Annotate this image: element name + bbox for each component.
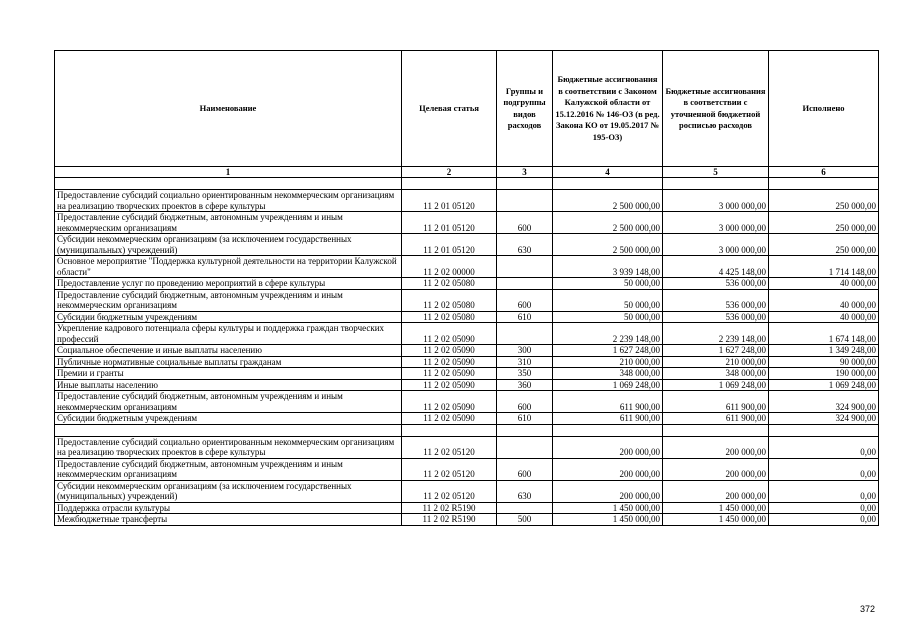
row-expense-group: 350 [497, 368, 553, 380]
row-expense-group [497, 436, 553, 458]
row-refined-allocation: 611 900,00 [663, 391, 769, 413]
row-executed: 0,00 [769, 480, 879, 502]
row-law-allocation: 200 000,00 [553, 480, 663, 502]
row-name: Субсидии бюджетным учреждениям [55, 311, 402, 323]
row-expense-group: 310 [497, 356, 553, 368]
header-refined-allocations: Бюджетные ассигнования в соответствии с уточненной бюджетной росписью расходов [663, 51, 769, 167]
row-executed: 324 900,00 [769, 413, 879, 425]
table-row [55, 289, 879, 311]
row-law-allocation: 611 900,00 [553, 413, 663, 425]
row-target-article: 11 2 01 05120 [402, 190, 497, 212]
spacer-row [55, 178, 879, 190]
row-executed: 0,00 [769, 514, 879, 526]
row-name: Предоставление субсидий бюджетным, автономным учреждениям и иным некоммерческим организациям [55, 391, 402, 413]
row-name: Субсидии некоммерческим организациям (за исключением государственных (муниципальных) учреждений) [55, 480, 402, 502]
row-target-article: 11 2 02 05090 [402, 413, 497, 425]
table-row [55, 480, 879, 502]
row-name: Иные выплаты населению [55, 379, 402, 391]
table-row [55, 514, 879, 526]
spacer-cell [402, 424, 497, 436]
header-expense-groups: Группы и подгруппы видов расходов [497, 51, 553, 167]
header-law-allocations: Бюджетные ассигнования в соответствии с Законом Калужской области от 15.12.2016 № 146-ОЗ (в ред. Закона КО от 19.05.2017 № 195-ОЗ) [553, 51, 663, 167]
row-target-article: 11 2 02 05120 [402, 436, 497, 458]
row-name: Межбюджетные трансферты [55, 514, 402, 526]
row-executed: 250 000,00 [769, 234, 879, 256]
row-target-article: 11 2 02 00000 [402, 256, 497, 278]
row-refined-allocation: 1 069 248,00 [663, 379, 769, 391]
row-target-article: 11 2 02 05120 [402, 480, 497, 502]
table-row [55, 379, 879, 391]
row-expense-group [497, 190, 553, 212]
row-refined-allocation: 1 450 000,00 [663, 514, 769, 526]
row-law-allocation: 2 239 148,00 [553, 323, 663, 345]
row-expense-group [497, 502, 553, 514]
spacer-cell [402, 178, 497, 190]
row-executed: 1 674 148,00 [769, 323, 879, 345]
row-name: Укрепление кадрового потенциала сферы культуры и поддержка граждан творческих профессий [55, 323, 402, 345]
row-executed: 250 000,00 [769, 190, 879, 212]
row-target-article: 11 2 02 05090 [402, 356, 497, 368]
row-target-article: 11 2 02 05120 [402, 458, 497, 480]
row-refined-allocation: 210 000,00 [663, 356, 769, 368]
table-row [55, 256, 879, 278]
spacer-cell [497, 424, 553, 436]
spacer-cell [769, 178, 879, 190]
row-refined-allocation: 200 000,00 [663, 436, 769, 458]
budget-table [54, 50, 879, 526]
spacer-row [55, 424, 879, 436]
table-row [55, 212, 879, 234]
row-law-allocation: 1 450 000,00 [553, 502, 663, 514]
column-number-row [55, 167, 879, 178]
row-refined-allocation: 611 900,00 [663, 413, 769, 425]
row-name: Публичные нормативные социальные выплаты гражданам [55, 356, 402, 368]
row-law-allocation: 348 000,00 [553, 368, 663, 380]
table-row [55, 502, 879, 514]
spacer-cell [769, 424, 879, 436]
column-number: 2 [402, 167, 497, 178]
row-name: Предоставление субсидий социально ориентированным некоммерческим организациям на реализацию творческих проектов в сфере культуры [55, 436, 402, 458]
row-refined-allocation: 200 000,00 [663, 458, 769, 480]
row-executed: 324 900,00 [769, 391, 879, 413]
row-expense-group [497, 323, 553, 345]
row-target-article: 11 2 02 R5190 [402, 514, 497, 526]
table-row [55, 234, 879, 256]
row-target-article: 11 2 01 05120 [402, 212, 497, 234]
row-law-allocation: 200 000,00 [553, 436, 663, 458]
table-row [55, 413, 879, 425]
spacer-cell [553, 178, 663, 190]
row-target-article: 11 2 02 05090 [402, 368, 497, 380]
row-expense-group: 610 [497, 413, 553, 425]
row-executed: 0,00 [769, 502, 879, 514]
row-expense-group: 630 [497, 480, 553, 502]
table-body [55, 178, 879, 526]
row-target-article: 11 2 01 05120 [402, 234, 497, 256]
row-refined-allocation: 1 627 248,00 [663, 345, 769, 357]
row-name: Предоставление субсидий бюджетным, автономным учреждениям и иным некоммерческим организациям [55, 458, 402, 480]
row-target-article: 11 2 02 05080 [402, 311, 497, 323]
column-number: 3 [497, 167, 553, 178]
table-row [55, 368, 879, 380]
row-name: Основное мероприятие "Поддержка культурной деятельности на территории Калужской области" [55, 256, 402, 278]
row-law-allocation: 2 500 000,00 [553, 234, 663, 256]
row-target-article: 11 2 02 05090 [402, 391, 497, 413]
table-row [55, 356, 879, 368]
column-number: 6 [769, 167, 879, 178]
row-law-allocation: 210 000,00 [553, 356, 663, 368]
row-name: Предоставление субсидий социально ориентированным некоммерческим организациям на реализацию творческих проектов в сфере культуры [55, 190, 402, 212]
row-executed: 190 000,00 [769, 368, 879, 380]
row-law-allocation: 611 900,00 [553, 391, 663, 413]
row-law-allocation: 2 500 000,00 [553, 212, 663, 234]
header-executed: Исполнено [769, 51, 879, 167]
row-expense-group: 600 [497, 391, 553, 413]
row-refined-allocation: 4 425 148,00 [663, 256, 769, 278]
column-number: 4 [553, 167, 663, 178]
row-executed: 1 349 248,00 [769, 345, 879, 357]
row-refined-allocation: 348 000,00 [663, 368, 769, 380]
row-executed: 90 000,00 [769, 356, 879, 368]
row-name: Предоставление субсидий бюджетным, автономным учреждениям и иным некоммерческим организациям [55, 289, 402, 311]
row-name: Субсидии некоммерческим организациям (за исключением государственных (муниципальных) учреждений) [55, 234, 402, 256]
row-law-allocation: 50 000,00 [553, 311, 663, 323]
column-number: 5 [663, 167, 769, 178]
row-law-allocation: 1 450 000,00 [553, 514, 663, 526]
table-row [55, 190, 879, 212]
table-row [55, 323, 879, 345]
spacer-cell [497, 178, 553, 190]
row-executed: 0,00 [769, 458, 879, 480]
row-refined-allocation: 536 000,00 [663, 311, 769, 323]
row-refined-allocation: 3 000 000,00 [663, 212, 769, 234]
row-expense-group: 610 [497, 311, 553, 323]
row-law-allocation: 2 500 000,00 [553, 190, 663, 212]
row-executed: 40 000,00 [769, 289, 879, 311]
row-executed: 40 000,00 [769, 311, 879, 323]
spacer-cell [55, 178, 402, 190]
row-target-article: 11 2 02 05080 [402, 289, 497, 311]
table-row [55, 311, 879, 323]
row-law-allocation: 1 627 248,00 [553, 345, 663, 357]
row-target-article: 11 2 02 05090 [402, 323, 497, 345]
row-refined-allocation: 3 000 000,00 [663, 190, 769, 212]
row-refined-allocation: 1 450 000,00 [663, 502, 769, 514]
row-name: Предоставление субсидий бюджетным, автономным учреждениям и иным некоммерческим организациям [55, 212, 402, 234]
row-expense-group: 360 [497, 379, 553, 391]
row-name: Субсидии бюджетным учреждениям [55, 413, 402, 425]
row-refined-allocation: 2 239 148,00 [663, 323, 769, 345]
row-target-article: 11 2 02 05090 [402, 345, 497, 357]
row-expense-group: 630 [497, 234, 553, 256]
row-executed: 0,00 [769, 436, 879, 458]
budget-report-page [54, 50, 878, 526]
header-row [55, 51, 879, 167]
row-name: Социальное обеспечение и иные выплаты населению [55, 345, 402, 357]
row-expense-group [497, 256, 553, 278]
header-name: Наименование [55, 51, 402, 167]
table-row [55, 345, 879, 357]
row-refined-allocation: 200 000,00 [663, 480, 769, 502]
row-law-allocation: 200 000,00 [553, 458, 663, 480]
row-expense-group: 300 [497, 345, 553, 357]
row-expense-group: 500 [497, 514, 553, 526]
row-law-allocation: 50 000,00 [553, 278, 663, 290]
spacer-cell [663, 424, 769, 436]
table-row [55, 278, 879, 290]
page-number: 372 [859, 604, 875, 614]
row-executed: 250 000,00 [769, 212, 879, 234]
row-executed: 1 069 248,00 [769, 379, 879, 391]
row-refined-allocation: 536 000,00 [663, 278, 769, 290]
table-row [55, 391, 879, 413]
row-target-article: 11 2 02 R5190 [402, 502, 497, 514]
row-law-allocation: 50 000,00 [553, 289, 663, 311]
row-expense-group [497, 278, 553, 290]
table-row [55, 458, 879, 480]
row-executed: 1 714 148,00 [769, 256, 879, 278]
table-row [55, 436, 879, 458]
row-name: Предоставление услуг по проведению мероприятий в сфере культуры [55, 278, 402, 290]
row-law-allocation: 1 069 248,00 [553, 379, 663, 391]
row-refined-allocation: 3 000 000,00 [663, 234, 769, 256]
row-expense-group: 600 [497, 458, 553, 480]
row-expense-group: 600 [497, 212, 553, 234]
row-name: Премии и гранты [55, 368, 402, 380]
spacer-cell [553, 424, 663, 436]
header-target-article: Целевая статья [402, 51, 497, 167]
row-target-article: 11 2 02 05080 [402, 278, 497, 290]
column-number: 1 [55, 167, 402, 178]
row-expense-group: 600 [497, 289, 553, 311]
spacer-cell [55, 424, 402, 436]
row-name: Поддержка отрасли культуры [55, 502, 402, 514]
row-law-allocation: 3 939 148,00 [553, 256, 663, 278]
spacer-cell [663, 178, 769, 190]
row-executed: 40 000,00 [769, 278, 879, 290]
row-refined-allocation: 536 000,00 [663, 289, 769, 311]
row-target-article: 11 2 02 05090 [402, 379, 497, 391]
